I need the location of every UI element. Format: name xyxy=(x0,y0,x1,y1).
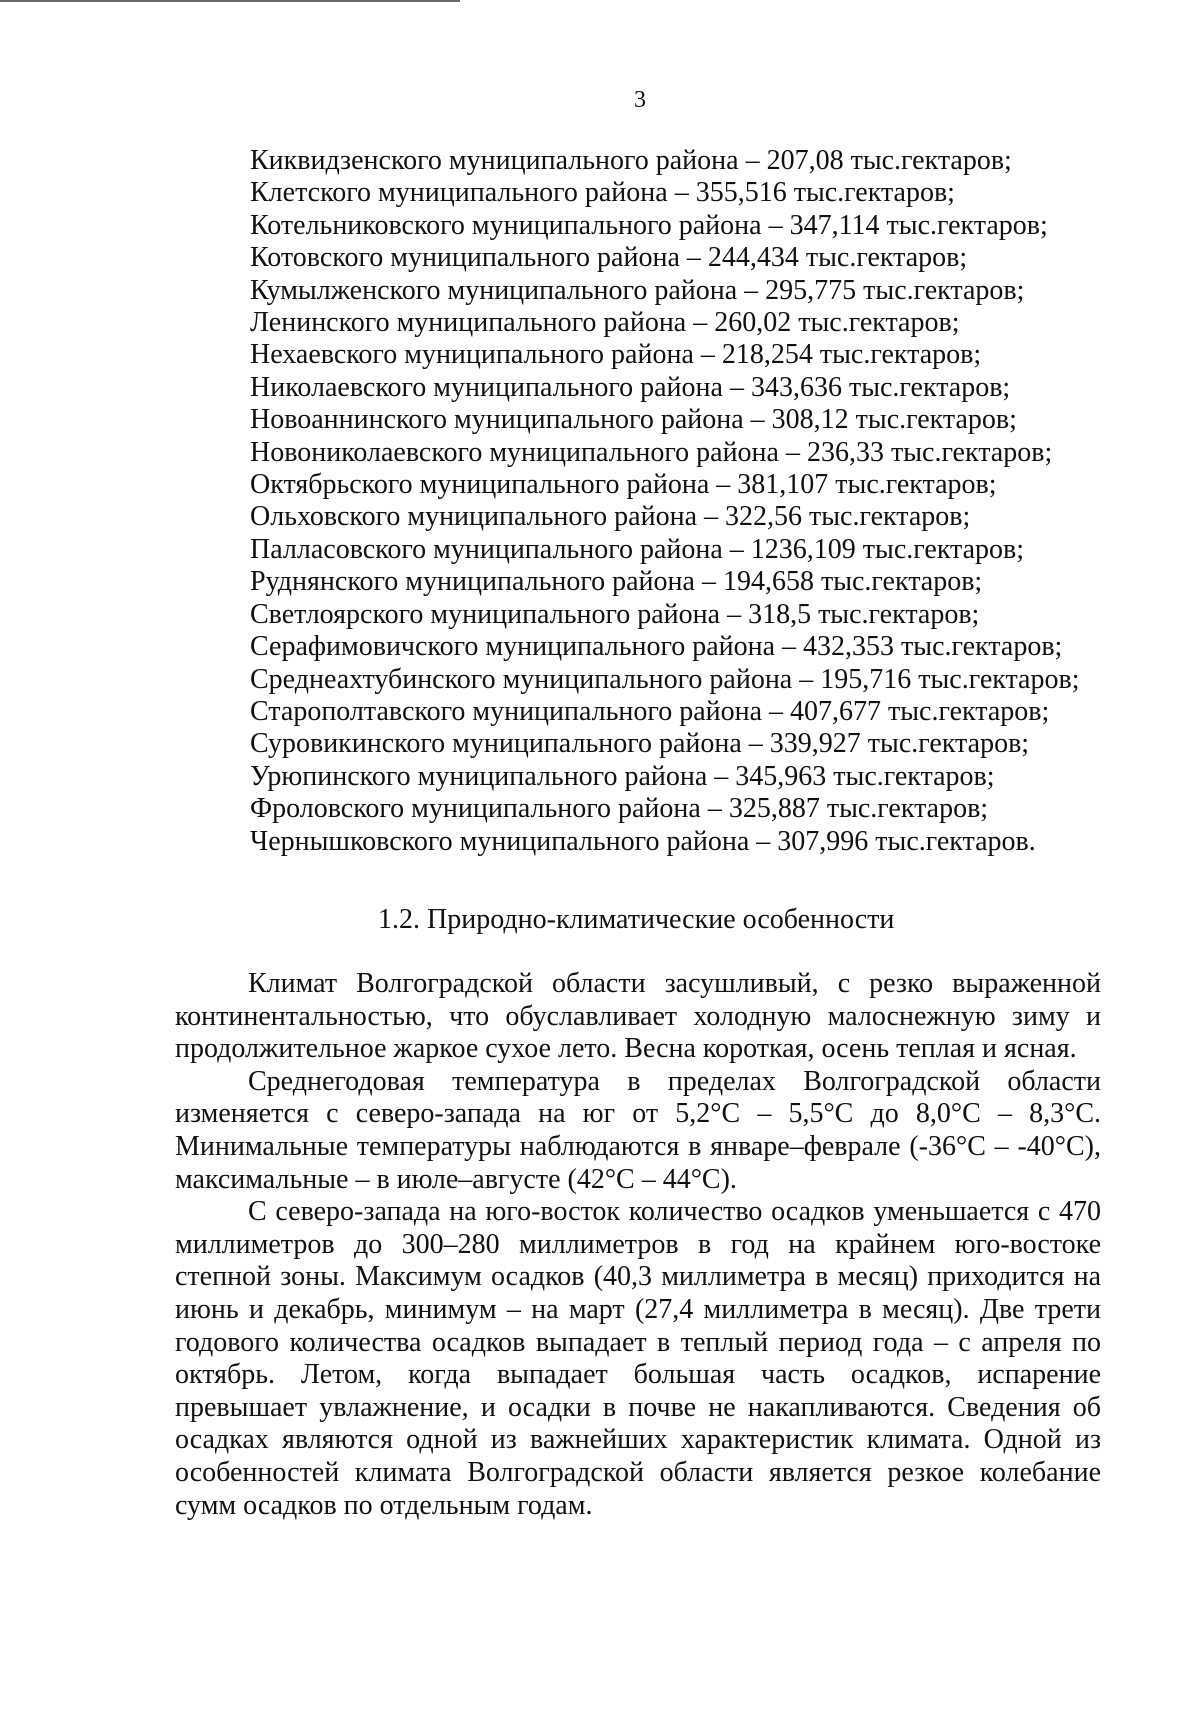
district-area-list xyxy=(250,145,1080,858)
section-body xyxy=(175,968,1101,1522)
district-list-item: Киквидзенского муниципального района – 207,08 тыс.гектаров; xyxy=(250,145,1012,176)
district-list-item: Руднянского муниципального района – 194,658 тыс.гектаров; xyxy=(250,566,983,598)
paragraph-climate-overview: Климат Волгоградской области засушливый, с резко выраженной континентальностью, что обуславливает холодную малоснежную зиму и продолжительное жаркое сухое лето. Весна короткая, осень теплая и ясная. xyxy=(175,968,1101,1065)
district-list-item: Суровикинского муниципального района – 339,927 тыс.гектаров; xyxy=(250,728,1030,760)
district-list-item: Ольховского муниципального района – 322,56 тыс.гектаров; xyxy=(250,501,971,533)
district-list-item: Ленинского муниципального района – 260,02 тыс.гектаров; xyxy=(250,307,960,339)
district-list-item: Октябрьского муниципального района – 381,107 тыс.гектаров; xyxy=(250,469,997,501)
district-list-item: Кумылженского муниципального района – 295,775 тыс.гектаров; xyxy=(250,274,1025,306)
district-list-item: Клетского муниципального района – 355,516 тыс.гектаров; xyxy=(250,177,955,209)
district-list-item: Светлоярского муниципального района – 318,5 тыс.гектаров; xyxy=(250,598,980,630)
district-list-item: Фроловского муниципального района – 325,887 тыс.гектаров; xyxy=(250,793,989,825)
paragraph-precipitation: С северо-запада на юго-восток количество осадков уменьшается с 470 миллиметров до 300–280 миллиметров в год на крайнем юго-востоке степной зоны. Максимум осадков (40,3 миллиметра в месяц) приходится на июнь и декабрь, минимум – на март (27,4 миллиметра в месяц). Две трети годового количества осадков выпадает в теплый период года – с апреля по октябрь. Летом, когда выпадает большая часть осадков, испарение превышает увлажнение, и осадки в почве не накапливаются. Сведения об осадках являются одной из важнейших характеристик климата. Одной из особенностей климата Волгоградской области является резкое колебание сумм осадков по отдельным годам. xyxy=(175,1196,1101,1521)
district-list-item: Чернышковского муниципального района – 307,996 тыс.гектаров. xyxy=(250,825,1036,857)
district-list-item: Николаевского муниципального района – 343,636 тыс.гектаров; xyxy=(250,371,1011,403)
district-list-item: Старополтавского муниципального района – 407,677 тыс.гектаров; xyxy=(250,695,1050,727)
district-list-item: Новоаннинского муниципального района – 308,12 тыс.гектаров; xyxy=(250,404,1017,436)
district-list-item: Среднеахтубинского муниципального района – 195,716 тыс.гектаров; xyxy=(250,663,1080,695)
district-list-item: Новониколаевского муниципального района – 236,33 тыс.гектаров; xyxy=(250,436,1053,468)
district-list-item: Палласовского муниципального района – 1236,109 тыс.гектаров; xyxy=(250,533,1025,565)
paragraph-temperature: Среднегодовая температура в пределах Волгоградской области изменяется с северо-запада на юг от 5,2°С – 5,5°С до 8,0°С – 8,3°С. Минимальные температуры наблюдаются в январе–феврале (-36°С – -40°С), максимальные – в июле–августе (42°С – 44°С). xyxy=(175,1065,1101,1195)
district-list-item: Нехаевского муниципального района – 218,254 тыс.гектаров; xyxy=(250,339,982,371)
district-list-item: Серафимовичского муниципального района – 432,353 тыс.гектаров; xyxy=(250,631,1063,663)
district-list-item: Котовского муниципального района – 244,434 тыс.гектаров; xyxy=(250,242,968,274)
district-list-item: Урюпинского муниципального района – 345,963 тыс.гектаров; xyxy=(250,760,995,792)
page-number: 3 xyxy=(634,87,646,113)
section-heading: 1.2. Природно-климатические особенности xyxy=(378,904,895,935)
district-list-item: Котельниковского муниципального района – 347,114 тыс.гектаров; xyxy=(250,209,1048,241)
scan-edge-line xyxy=(0,0,460,2)
